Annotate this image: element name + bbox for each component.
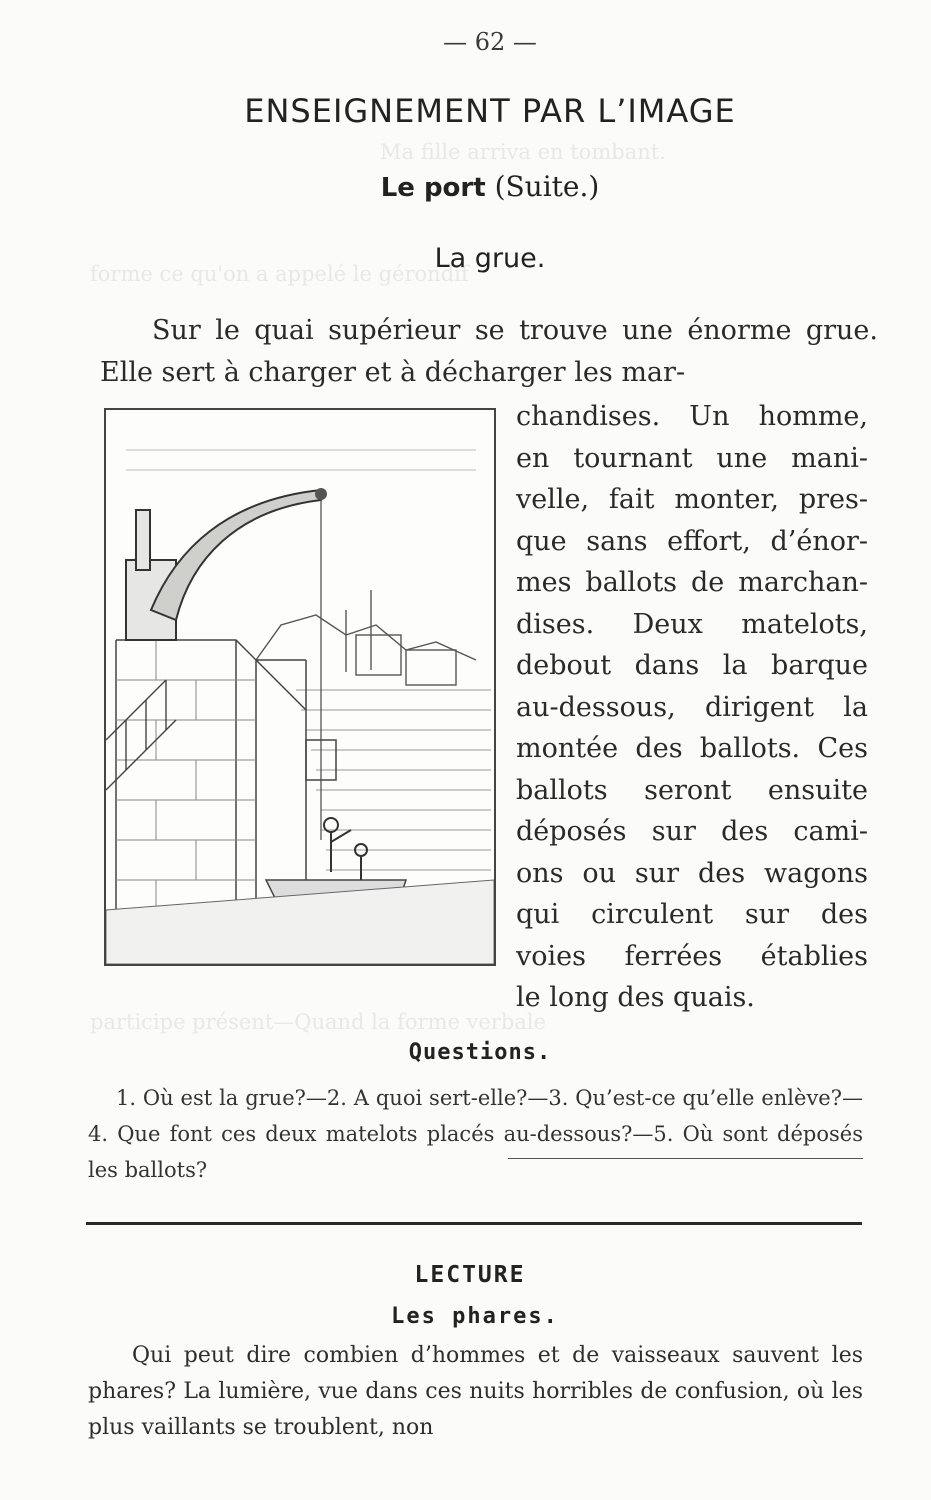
side-line: ballots seront ensuite [516,774,868,806]
side-line: debout dans la barque [516,650,868,681]
reading-title: Les phares. [391,1304,559,1329]
show-through-text: Ma fille arriva en tombant. [380,140,666,164]
reading-paragraph: Qui peut dire combien d’hommes et de vaisseaux sauvent les phares? La lumière, vue dans ces nuits horribles de confusion, où les plus vaillants se troublent, non [88,1343,863,1440]
side-line: velle, fait monter, pres- [516,484,868,515]
lesson-title-bold: Le port [380,173,486,203]
questions-text: 1. Où est la grue?—2. A quoi sert-elle?—3. Qu’est-ce qu’elle enlève?—4. Que font ces deux matelots placés au-dessous?—5. Où sont déposés les ballots? [88,1086,863,1182]
divider-short [508,1158,863,1159]
side-line: que sans effort, d’énor- [516,525,868,557]
side-line: chandises. Un homme, [516,401,868,432]
reading-heading: LECTURE [414,1262,526,1288]
side-line: en tournant une mani- [516,442,868,474]
lesson-subtitle: La grue. [434,243,546,274]
side-line: qui circulent sur des [516,899,868,930]
lesson-title-rest: (Suite.) [485,170,600,203]
questions-heading: Questions. [408,1040,552,1065]
side-line: déposés sur des cami- [516,816,868,847]
divider [86,1222,862,1225]
side-paragraph [516,396,868,1019]
lesson-title [0,170,931,203]
intro-paragraph: Sur le quai supérieur se trouve une énorme grue. Elle sert à charger et à décharger les mar- [100,315,878,388]
show-through-text: forme ce qu'on a appelé le gérondif [90,262,469,286]
side-line: montée des ballots. Ces [516,733,868,764]
crane-illustration [104,408,496,966]
side-line: dises. Deux matelots, [516,608,868,640]
side-line: au-dessous, dirigent la [516,691,868,723]
side-line: voies ferrées établies [516,940,868,972]
side-line: le long des quais. [516,982,755,1013]
side-line: ons ou sur des wagons [516,857,868,889]
crane-drawing-icon [106,410,494,964]
side-line: mes ballots de marchan- [516,567,868,598]
section-heading: ENSEIGNEMENT PAR L’IMAGE [244,92,736,130]
page-number: — 62 — [443,28,537,56]
show-through-text: participe présent—Quand la forme verbale [90,1010,546,1034]
